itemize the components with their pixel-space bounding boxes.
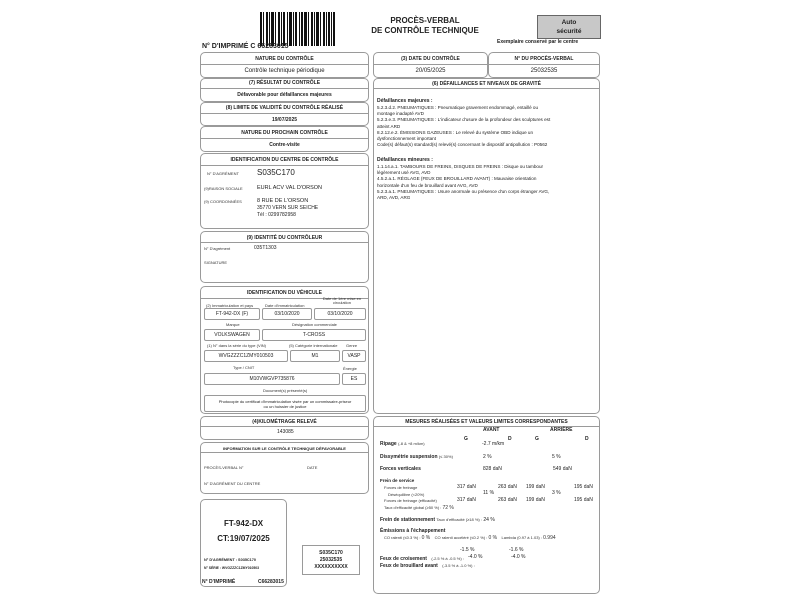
majeures-title: Défaillances majeures : [377, 98, 433, 104]
avant-g: G [464, 436, 468, 442]
stationnement-value: 24 % [483, 517, 495, 523]
pv-number-header: N° DU PROCÈS-VERBAL [514, 56, 574, 62]
defavorable-info-box [200, 442, 369, 494]
controleur-agrement-value: 035T1303 [254, 245, 277, 251]
feux-brouillard-limit: (-3.5 % à -1.0 %) : [442, 563, 475, 568]
pv-number-value: 25032535 [530, 68, 558, 74]
energie-label: Énergie [343, 366, 357, 371]
majeure-line: Code(s) défaut(s) standard(s) relevé(s) concernant le dispositif antipollution : P0562 [377, 142, 548, 148]
arriere-label: ARRIÈRE [550, 427, 573, 433]
badge-line-1: Auto [561, 19, 577, 26]
title-line-1: PROCÈS-VERBAL [390, 16, 460, 25]
limite-box [200, 102, 369, 126]
co-ralenti-label: CO ralenti (≤0.3 %) : [384, 535, 421, 540]
categorie-label: (5) Catégorie internationale [289, 343, 338, 348]
nature-header: NATURE DU CONTRÔLE [255, 56, 314, 62]
freinage-ard: 195 daN [574, 484, 593, 490]
centre-coord-line-1: 8 RUE DE L'ORSON [257, 198, 309, 204]
eff-avd: 263 daN [498, 497, 517, 503]
vignette-serie: N° SÉRIE : WVGZZZC1ZMY010503 [204, 566, 260, 570]
dissy-avant: 2 % [483, 454, 492, 460]
co-ralenti-value: 0 % [421, 535, 431, 541]
stationnement-title: Frein de stationnement [380, 517, 436, 523]
emissions-row [384, 535, 556, 541]
defavorable-date-label: DATE [307, 465, 318, 470]
vignette-ct: CT:19/07/2025 [217, 534, 270, 543]
freinage-avd: 263 daN [498, 484, 517, 490]
date-circ-label: Date de 1ère mise en circulation [322, 296, 362, 305]
prochain-value: Contre-visite [269, 142, 300, 148]
feux-brouillard-d: -4.0 % [511, 554, 526, 560]
genre-value: VASP [342, 350, 366, 362]
freinage-label: Forces de freinage [384, 485, 418, 490]
type-label: Type / CNIT [233, 365, 255, 370]
vignette-agrement: N° D'AGRÉMENT : S035C170 [204, 558, 257, 562]
feux-croisement-limit: (-2.5 % à -0.5 %) : [431, 556, 464, 561]
defaillances-header: (6) DÉFAILLANCES ET NIVEAUX DE GRAVITÉ [432, 81, 541, 87]
forces-arriere: 549 daN [553, 466, 572, 472]
majeure-line: dysfonctionnement important [377, 136, 436, 142]
feux-croisement-g: -1.5 % [460, 547, 475, 553]
feux-croisement-d: -1.6 % [509, 547, 524, 553]
desequilibre-label: Déséquilibre (<20%) [388, 492, 425, 497]
pv-number-box [488, 52, 600, 78]
documents-line-2: ou un huissier de justice [263, 403, 307, 409]
defavorable-info-header: INFORMATION SUR LE CONTRÔLE TECHNIQUE DÉFAVORABLE [223, 446, 346, 451]
eff-arg: 199 daN [526, 497, 545, 503]
freinage-avg: 317 daN [457, 484, 476, 490]
mineure-line: 5.2.3.a.1. PNEUMATIQUES : Usure anormale ou présence d'un corps étranger AVG, [377, 188, 550, 194]
defavorable-agrement-label: N° D'AGRÉMENT DU CENTRE [204, 481, 261, 486]
mineure-line: horizontale d'un feu de brouillard avant AVG, AVD [377, 182, 478, 188]
feux-brouillard-title: Feux de brouillard avant [380, 563, 438, 569]
mineures-list [377, 164, 549, 201]
majeure-line: 5.2.3.d.2. PNEUMATIQUES : Pneumatique gravement endommagé, entaillé ou [377, 105, 539, 110]
vignette-plate: FT-942-DX [223, 519, 264, 528]
dissy-arriere: 5 % [552, 454, 561, 460]
dissy-title: Dissymétrie suspension [380, 454, 438, 460]
genre-label: Genre [346, 343, 358, 348]
stationnement-row [380, 517, 495, 523]
forces-avant: 828 daN [483, 466, 502, 472]
date-value: 20/05/2025 [415, 68, 446, 74]
mesures-header: MESURES RÉALISÉES ET VALEURS LIMITES CORRESPONDANTES [405, 419, 568, 425]
freinage-arg: 199 daN [526, 484, 545, 490]
forces-label: Forces verticales [380, 466, 421, 472]
documents-label: Document(s) présenté(s) [263, 388, 308, 393]
marque-label: Marque [226, 322, 240, 327]
majeure-line: 8.2.12.e.2. ÉMISSIONS GAZEUSES : Le relevé du système OBD indique un [377, 129, 534, 135]
documents-line-1: Photocopie du certificat d'immatriculation visée par un commissaire-priseur [218, 398, 352, 404]
stub-box [302, 545, 360, 575]
ripage-label [380, 441, 425, 447]
nature-box [200, 52, 369, 78]
kilometrage-value: 143085 [277, 429, 294, 435]
defaillances-box [373, 78, 600, 414]
stub-line-2: 25032535 [319, 557, 343, 563]
dissy-label [380, 454, 453, 460]
co-acc-value: 0 % [488, 535, 498, 541]
avant-label: AVANT [483, 427, 500, 433]
vignette-imprime-value: C66283015 [258, 579, 284, 585]
categorie-value: M1 [290, 350, 340, 362]
emissions-label: Émissions à l'échappement [380, 528, 446, 534]
kilometrage-box [200, 416, 369, 440]
ripage-limit: (-8 & +8 m/km) [398, 441, 425, 446]
energie-value: ES [342, 373, 366, 385]
desequilibre-avant: 11 % [483, 490, 495, 496]
documents-value [204, 395, 366, 412]
controleur-agrement-label: N° D'agrément [204, 246, 231, 251]
majeures-list [377, 105, 550, 148]
mineure-line: ARD, AVD, ARG [377, 195, 411, 201]
desequilibre-arriere: 3 % [552, 490, 561, 496]
centre-coord-line-3: Tél : 0299782958 [257, 212, 296, 218]
centre-header: IDENTIFICATION DU CENTRE DE CONTRÔLE [230, 157, 339, 163]
centre-raison-value: EURL ACV VAL D'ORSON [257, 185, 323, 191]
feux-brouillard-g: -4.0 % [468, 554, 483, 560]
feux-brouillard-row [380, 554, 475, 572]
centre-coord-label: (9) COORDONNÉES [204, 199, 242, 204]
avant-d: D [508, 436, 512, 442]
vin-value: WVGZZZC1ZMY010503 [204, 350, 288, 362]
designation-label: Désignation commerciale [292, 322, 337, 327]
frein-service-label: Frein de service [380, 478, 415, 483]
resultat-box [200, 78, 369, 102]
immat-label: (2) Immatriculation et pays [206, 303, 254, 308]
eff-label: Forces de freinage (efficacité) [384, 498, 437, 503]
title-line-2: DE CONTRÔLE TECHNIQUE [371, 26, 479, 35]
centre-agrement-value: S035C170 [257, 168, 295, 177]
majeure-line: 5.2.3.e.3. PNEUMATIQUES : L'indicateur d'usure de la profondeur des sculptures est [377, 117, 551, 123]
vin-label: (1) N° dans la série du type (VIN) [207, 343, 266, 348]
majeure-line: montage inadapté AVD [377, 111, 424, 117]
stub-line-3: XXXXXXXXXX [314, 564, 348, 570]
dissy-limit: (≤ 30%) [438, 454, 453, 459]
centre-coord-line-2: 35770 VERN SUR SEICHE [257, 205, 319, 211]
lambda-value: 0.994 [543, 535, 556, 541]
centre-box [200, 153, 369, 229]
type-value: M10VWGVP735876 [204, 373, 340, 385]
marque-value: VOLKSWAGEN [204, 329, 260, 341]
mesures-box [373, 416, 600, 594]
vignette-imprime-label: N° D'IMPRIMÉ [202, 579, 236, 585]
stub-line-1: S035C170 [319, 550, 343, 556]
taux-label [384, 505, 454, 511]
date-box [373, 52, 488, 78]
centre-agrement-label: N° D'AGRÉMENT [207, 171, 239, 176]
limite-header: (8) LIMITE DE VALIDITÉ DU CONTRÔLE RÉALISÉ [225, 105, 344, 111]
copy-note: Exemplaire conservé par le centre [497, 39, 579, 45]
imprime-number: N° D'IMPRIMÉ C 66283015 [202, 43, 289, 50]
page-title [355, 16, 495, 36]
mineure-line: légèrement usé AVG, AVD [377, 170, 431, 176]
controleur-signature-label: SIGNATURE [204, 260, 228, 265]
auto-securite-badge [537, 15, 601, 39]
controleur-header: (9) IDENTITÉ DU CONTRÔLEUR [246, 235, 323, 241]
lambda-label: Lambda (0.97 à 1.03) : [501, 535, 542, 540]
resultat-header: (7) RÉSULTAT DU CONTRÔLE [248, 80, 321, 86]
limite-value: 19/07/2025 [271, 117, 298, 123]
ripage-title: Ripage [380, 441, 397, 447]
vehicule-header: IDENTIFICATION DU VÉHICULE [247, 290, 322, 296]
barcode [260, 12, 335, 46]
arriere-d: D [585, 436, 589, 442]
date-immat-value: 03/10/2020 [262, 308, 312, 320]
centre-raison-label: (9)RAISON SOCIALE [204, 186, 243, 191]
badge-line-2: sécurité [556, 28, 582, 35]
vignette-box [200, 499, 287, 587]
date-immat-label: Date d'immatriculation [265, 303, 305, 308]
co-acc-label: CO ralenti accéléré (≤0.2 %) : [434, 535, 488, 540]
majeure-line: atteint ARD [377, 123, 401, 129]
arriere-g: G [535, 436, 539, 442]
mineures-title: Défaillances mineures : [377, 157, 433, 163]
prochain-box [200, 126, 369, 152]
eff-avg: 317 daN [457, 497, 476, 503]
resultat-value: Défavorable pour défaillances majeures [237, 92, 332, 98]
taux-title: Taux d'efficacité global (≥50 %) : [384, 505, 442, 510]
designation-value: T-CROSS [262, 329, 366, 341]
mineure-line: 4.5.2.a.1. RÉGLAGE (FEUX DE BROUILLARD AVANT) : Mauvaise orientation [377, 176, 537, 182]
controleur-box [200, 231, 369, 283]
mineure-line: 1.1.14.a.1. TAMBOURS DE FREINS, DISQUES DE FREINS : Disque ou tambour [377, 164, 544, 169]
immat-value: FT-942-DX (F) [204, 308, 260, 320]
nature-value: Contrôle technique périodique [244, 68, 325, 74]
feux-croisement-title: Feux de croisement [380, 556, 427, 562]
prochain-header: NATURE DU PROCHAIN CONTRÔLE [241, 130, 328, 136]
eff-ard: 195 daN [574, 497, 593, 503]
vehicule-box [200, 286, 369, 414]
ripage-value: -2.7 m/km [482, 441, 505, 447]
taux-value: 72 % [442, 505, 454, 511]
kilometrage-header: (4)KILOMÉTRAGE RELEVÉ [252, 419, 317, 425]
stationnement-sub: Taux d'efficacité (≥18 %) : [436, 517, 482, 522]
date-circ-value: 03/10/2020 [314, 308, 366, 320]
defavorable-pv-label: PROCÈS-VERBAL N° [204, 465, 244, 470]
barcode-graphic [260, 12, 335, 46]
date-header: (3) DATE DU CONTRÔLE [401, 56, 460, 62]
